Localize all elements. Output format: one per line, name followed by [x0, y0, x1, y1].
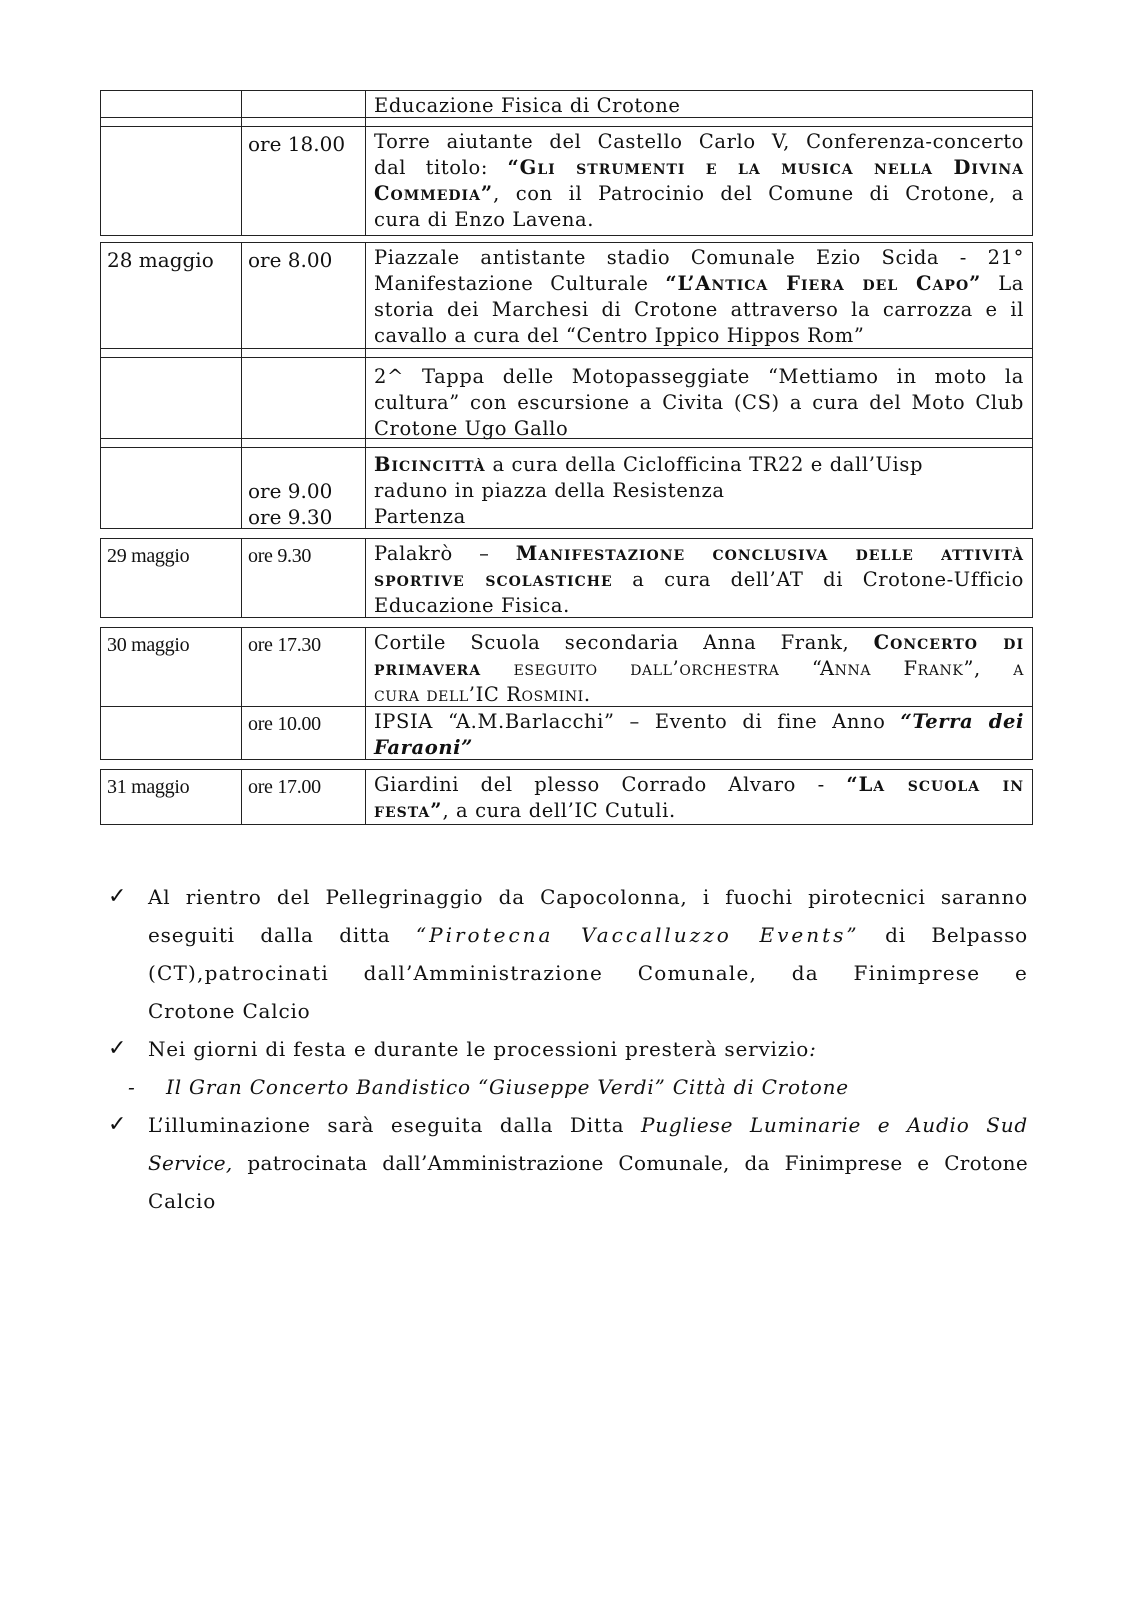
- time-text: ore 9.30: [248, 505, 333, 529]
- event-title: “La scuola in: [846, 773, 1025, 796]
- date-cell: [101, 707, 242, 759]
- note-text: L’illuminazione sarà eseguita dalla Ditta Pugliese Luminarie e Audio Sud: [148, 1113, 1028, 1137]
- event-title: “Terra dei: [900, 710, 1024, 733]
- event-text: Crotone Ugo Gallo: [374, 417, 569, 440]
- notes-list: [108, 878, 1028, 1220]
- time-text: ore 18.00: [248, 132, 346, 156]
- schedule-group-30-maggio: [100, 627, 1033, 760]
- table-row: [101, 628, 1032, 707]
- note-item: [108, 1030, 1028, 1068]
- event-cell: [366, 127, 1032, 235]
- note-text: Nei giorni di festa e durante le processioni presterà servizio:: [148, 1037, 817, 1061]
- event-title: Concerto di: [873, 631, 1024, 654]
- schedule-group-a: [100, 90, 1033, 236]
- company-name: Service,: [148, 1151, 233, 1175]
- table-row: [101, 91, 1032, 118]
- table-row: [101, 707, 1032, 759]
- company-name: “Pirotecna Vaccalluzzo Events”: [415, 923, 860, 947]
- time-cell: [242, 770, 366, 824]
- event-text: raduno in piazza della Resistenza: [374, 479, 725, 502]
- event-title: Commedia”: [374, 182, 494, 205]
- table-separator-row: [101, 439, 1032, 448]
- checkmark-icon: ✓: [108, 1036, 128, 1061]
- event-cell: [366, 770, 1032, 824]
- date-cell: [101, 91, 242, 117]
- table-row: [101, 539, 1032, 617]
- event-text: cavallo a cura del “Centro Ippico Hippos Rom”: [374, 324, 865, 347]
- dash-bullet: -: [128, 1075, 136, 1099]
- table-row: [101, 358, 1032, 439]
- event-text: festa”, a cura dell’IC Cutuli.: [374, 799, 676, 822]
- event-text: Bicincittà a cura della Ciclofficina TR22 e dall’Uisp: [374, 453, 924, 476]
- note-text: Crotone Calcio: [148, 999, 311, 1023]
- date-cell: [101, 243, 242, 348]
- event-title: festa”: [374, 799, 443, 822]
- event-text: Palakrò – Manifestazione conclusiva delle attività: [374, 542, 1024, 565]
- time-cell: [242, 127, 366, 235]
- note-item: [108, 1106, 1028, 1220]
- event-text: Manifestazione Culturale “L’Antica Fiera del Capo” La: [374, 272, 1024, 295]
- note-text: (CT),patrocinati dall’Amministrazione Comunale, da Finimprese e: [148, 961, 1028, 985]
- event-cell: [366, 539, 1032, 617]
- band-name: Il Gran Concerto Bandistico “Giuseppe Verdi” Città di Crotone: [166, 1075, 849, 1099]
- checkmark-icon: ✓: [108, 884, 128, 909]
- event-text: Torre aiutante del Castello Carlo V, Conferenza-concerto: [374, 130, 1024, 153]
- checkmark-icon: ✓: [108, 1112, 128, 1137]
- event-text: Piazzale antistante stadio Comunale Ezio Scida - 21°: [374, 246, 1024, 269]
- date-cell: [101, 448, 242, 528]
- date-text: 28 maggio: [107, 248, 214, 272]
- event-cell: [366, 91, 1032, 117]
- schedule-group-28-maggio: [100, 242, 1033, 529]
- table-row: [101, 448, 1032, 528]
- time-text: ore 17.30: [248, 634, 321, 656]
- table-row: [101, 243, 1032, 349]
- company-name: Pugliese Luminarie e Audio Sud: [640, 1113, 1028, 1137]
- event-title: Bicincittà: [374, 453, 486, 476]
- time-text: ore 9.00: [248, 479, 333, 503]
- time-cell: [242, 358, 366, 438]
- date-text: 30 maggio: [107, 634, 190, 656]
- event-cell: [366, 628, 1032, 706]
- event-title: Faraoni”: [374, 736, 473, 759]
- event-title: “L’Antica Fiera del Capo”: [665, 272, 982, 295]
- date-cell: [101, 628, 242, 706]
- date-cell: [101, 770, 242, 824]
- schedule-group-31-maggio: [100, 769, 1033, 825]
- event-text: primavera eseguito dall’orchestra “Anna Frank”, a: [374, 657, 1024, 680]
- event-text: dal titolo: “Gli strumenti e la musica nella Divina: [374, 156, 1025, 179]
- table-separator-row: [101, 118, 1032, 127]
- event-text: IPSIA “A.M.Barlacchi” – Evento di fine Anno “Terra dei: [374, 710, 1024, 733]
- event-text: 2^ Tappa delle Motopasseggiate “Mettiamo in moto la: [374, 365, 1024, 388]
- date-text: 31 maggio: [107, 776, 190, 798]
- note-item: [108, 878, 1028, 1030]
- table-row: [101, 127, 1032, 235]
- event-cell: [366, 358, 1032, 438]
- event-text: Partenza: [374, 505, 466, 528]
- event-text: storia dei Marchesi di Crotone attraverso la carrozza e il: [374, 298, 1024, 321]
- time-text: ore 9.30: [248, 545, 312, 567]
- event-cell: [366, 243, 1032, 348]
- time-cell: [242, 448, 366, 528]
- event-cell: [366, 707, 1032, 759]
- event-text: Giardini del plesso Corrado Alvaro - “La scuola in: [374, 773, 1025, 796]
- time-text: ore 17.00: [248, 776, 321, 798]
- schedule-group-29-maggio: [100, 538, 1033, 618]
- date-cell: [101, 358, 242, 438]
- note-text: Al rientro del Pellegrinaggio da Capocolonna, i fuochi pirotecnici saranno: [148, 885, 1028, 909]
- date-cell: [101, 539, 242, 617]
- time-cell: [242, 628, 366, 706]
- event-title: Manifestazione conclusiva delle attività: [515, 542, 1024, 565]
- time-cell: [242, 91, 366, 117]
- date-text: 29 maggio: [107, 545, 190, 567]
- event-cell: [366, 448, 1032, 528]
- event-text: Cortile Scuola secondaria Anna Frank, Concerto di: [374, 631, 1024, 654]
- event-text: cura dell’IC Rosmini.: [374, 683, 591, 706]
- table-separator-row: [101, 349, 1032, 358]
- event-title: “Gli strumenti e la musica nella Divina: [507, 156, 1025, 179]
- time-cell: [242, 539, 366, 617]
- time-text: ore 8.00: [248, 248, 333, 272]
- event-title: primavera: [374, 657, 482, 680]
- table-row: [101, 770, 1032, 824]
- time-cell: [242, 243, 366, 348]
- event-text: Commedia”, con il Patrocinio del Comune di Crotone, a: [374, 182, 1024, 205]
- note-text: Service, patrocinata dall’Amministrazione Comunale, da Finimprese e Crotone: [148, 1151, 1028, 1175]
- note-subitem: [108, 1068, 1028, 1106]
- event-text: Educazione Fisica.: [374, 594, 570, 617]
- time-cell: [242, 707, 366, 759]
- event-text: cura di Enzo Lavena.: [374, 208, 595, 231]
- time-text: ore 10.00: [248, 713, 321, 735]
- note-text: Calcio: [148, 1189, 217, 1213]
- event-text: sportive scolastiche a cura dell’AT di Crotone-Ufficio: [374, 568, 1024, 591]
- event-text: Educazione Fisica di Crotone: [374, 94, 681, 117]
- note-text: eseguiti dalla ditta “Pirotecna Vaccalluzzo Events” di Belpasso: [148, 923, 1028, 947]
- event-text: cultura” con escursione a Civita (CS) a cura del Moto Club: [374, 391, 1024, 414]
- date-cell: [101, 127, 242, 235]
- event-title: sportive scolastiche: [374, 568, 613, 591]
